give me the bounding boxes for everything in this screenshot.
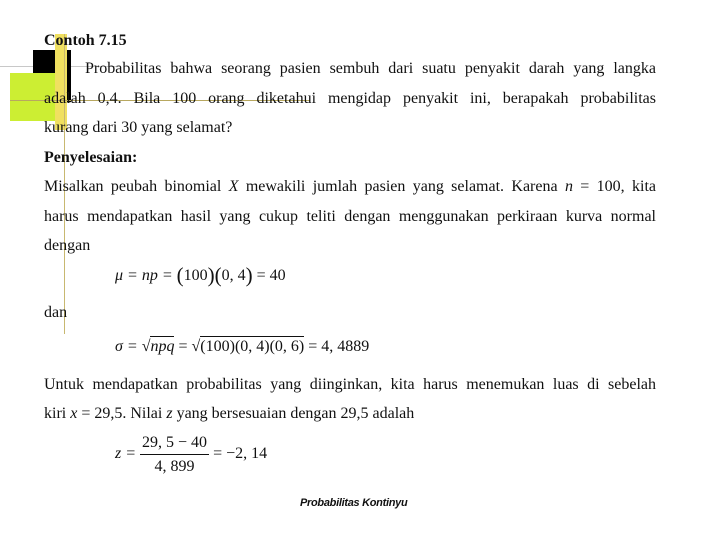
example-title: Contoh 7.15 (44, 32, 127, 49)
paragraph-2-line-2: kiri x = 29,5. Nilai z yang bersesuaian dengan 29,5 adalah (44, 405, 415, 422)
paragraph-1-line-2: harus mendapatkan hasil yang cukup teliti dengan menggunakan perkiraan kurva normal (44, 208, 656, 225)
formula-mu: μ = np = (100)(0, 4) = 40 (115, 263, 286, 287)
problem-line-3: kurang dari 30 yang selamat? (44, 119, 233, 136)
footer-title: Probabilitas Kontinyu (300, 497, 408, 509)
sqrt-icon: √ (191, 338, 201, 355)
formula-z: z = $\frac{29, 5 - 40}{4, 899}$ = −2, 14 (115, 434, 268, 475)
z-fraction: $\frac{29, 5 - 40}{4, 899}$ (142, 434, 208, 475)
paragraph-1-line-3: dengan (44, 237, 91, 254)
sqrt-icon: √ (141, 338, 151, 355)
conjunction-dan: dan (44, 304, 68, 321)
paragraph-1-line-1: Misalkan peubah binomial X mewakili jumlah pasien yang selamat. Karena n = 100, kita (44, 178, 657, 195)
problem-line-2: adalah 0,4. Bila 100 orang diketahui mengidap penyakit ini, berapakah probabilitas (44, 90, 656, 107)
problem-line-1: Probabilitas bahwa seorang pasien sembuh dari suatu penyakit darah yang langka (85, 60, 656, 77)
paragraph-2-line-1: Untuk mendapatkan probabilitas yang diinginkan, kita harus menemukan luas di sebelah (44, 376, 656, 393)
formula-sigma: σ = √npq = √(100)(0, 4)(0, 6) = 4, 4889 (115, 338, 370, 355)
solution-heading: Penyelesaian: (44, 149, 138, 166)
